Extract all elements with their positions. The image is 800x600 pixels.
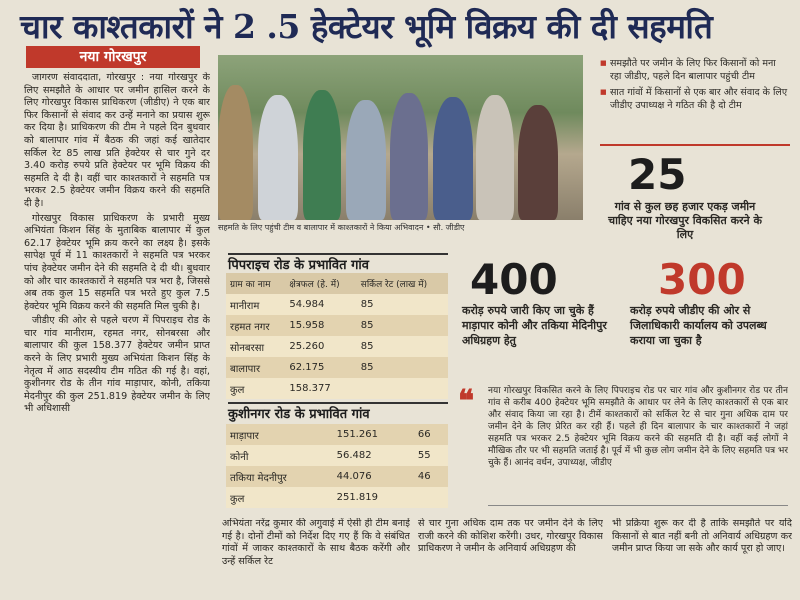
village-name: कोनी bbox=[230, 451, 249, 463]
area-value: 54.984 bbox=[289, 299, 325, 310]
left-column bbox=[24, 72, 210, 600]
table-row bbox=[226, 424, 448, 445]
area-value: 15.958 bbox=[289, 320, 325, 331]
table-row bbox=[226, 357, 448, 378]
total-value: 251.819 bbox=[336, 492, 378, 503]
circle-rate: 46 bbox=[417, 471, 431, 482]
dateline-badge: नया गोरखपुर bbox=[26, 46, 200, 68]
bottom-col-3: भी प्रक्रिया शुरू कर दी है ताकि समझौते पर यदि किसानों से बात नहीं बनी तो अनिवार्य अधिग्रहण कर जमीन प्राप्त किया जा सके और कार्य पूरा हो जाए। bbox=[612, 518, 792, 555]
table-row bbox=[226, 315, 448, 336]
left-para-2: गोरखपुर विकास प्राधिकरण के प्रभारी मुख्य अभियंता किशन सिंह के मुताबिक बालापार में कुल 62.17 हेक्टेयर भूमि क्रय करने का लक्ष्य है। इसके सापेक्ष पूर्व में 11 काश्तकारों ने सहमति पत्र भरकर पांच हेक्टेयर जमीन देने की सहमति दे दी थी। बुधवार को और चार काश्तकारों ने सहमति पत्र भरा है, जिससे अब तक कुल 15 सहमति पत्र भरते हुए कुल 7.5 हेक्टेयर भूमि विक्रय करने की सहमति मिल चुकी है। bbox=[24, 212, 210, 312]
area-value: 62.175 bbox=[289, 362, 325, 373]
total-label: कुल bbox=[230, 384, 245, 396]
photo-caption: सहमति के लिए पहुंची टीम व बालापार में काश्तकारों ने किया अभिवादन • सौ. जीडीए bbox=[218, 223, 465, 232]
circle-rate: 85 bbox=[360, 341, 374, 352]
stat-400-value: 400 bbox=[470, 255, 558, 304]
area-value: 56.482 bbox=[336, 450, 372, 461]
table-row bbox=[226, 445, 448, 466]
bullet-2: ■ सात गांवों में किसानों से एक बार और संवाद के लिए जीडीए उपाध्यक्ष ने गठित की है दो टीम bbox=[600, 86, 790, 112]
stat-25-value: 25 bbox=[628, 150, 687, 199]
left-para-1: जागरण संवाददाता, गोरखपुर : नया गोरखपुर के लिए समझौते के आधार पर जमीन हासिल करने के लिए गोरखपुर विकास प्राधिकरण (जीडीए) ने एक बार फिर किसानों से संवाद कर उन्हें मनाने का प्रयास शुरू कर दिया है। प्राधिकरण की टीम ने पहले दिन बुधवार को बालापार गांव में बैठक की जहां कई खातेदार सर्किल रेट 85 लाख प्रति हेक्टेयर से चार गुने दर 3.40 करोड़ रुपये प्रति हेक्टेयर पर भूमि विक्रय की सहमति दे दी है। वहीं चार काश्तकारों ने सहमति पत्र भरकर 2.5 हेक्टेयर जमीन विक्रय करने की सहमति दी है। bbox=[24, 72, 210, 209]
table-row bbox=[226, 294, 448, 315]
circle-rate: 85 bbox=[360, 362, 374, 373]
table2-title: कुशीनगर रोड के प्रभावित गांव bbox=[228, 402, 448, 424]
village-name: सोनबरसा bbox=[230, 342, 265, 354]
table1-header: सर्किल रेट (लाख में) bbox=[360, 280, 428, 290]
village-name: रहमत नगर bbox=[230, 321, 270, 333]
circle-rate: 55 bbox=[417, 450, 431, 461]
village-name: बालापार bbox=[230, 363, 261, 375]
bullet-1: ■ समझौते पर जमीन के लिए फिर किसानों को मना रहा जीडीए, पहले दिन बालापार पहुंची टीम bbox=[600, 57, 790, 83]
total-value: 158.377 bbox=[289, 383, 331, 394]
area-value: 25.260 bbox=[289, 341, 325, 352]
village-name: तकिया मेदनीपुर bbox=[230, 472, 287, 484]
table1-header: ग्राम का नाम bbox=[230, 280, 271, 290]
area-value: 151.261 bbox=[336, 429, 378, 440]
bottom-col-1: अभियंता नरेंद्र कुमार की अगुवाई में ऐसी ही टीम बनाई गई है। दोनों टीमों को निर्देश दिए गए हैं कि वे संबंधित गांवों में जाकर काश्तकारों के साथ बैठक करेंगी और उन्हें सर्किल रेट bbox=[222, 518, 410, 567]
circle-rate: 85 bbox=[360, 299, 374, 310]
table-total-row bbox=[226, 487, 448, 508]
stat-300-text: करोड़ रुपये जीडीए की ओर से जिलाधिकारी कार्यालय को उपलब्ध कराया जा चुका है bbox=[630, 304, 767, 347]
stat-300-value: 300 bbox=[658, 255, 746, 304]
divider bbox=[600, 144, 790, 146]
table2 bbox=[226, 424, 448, 508]
bottom-col-2: से चार गुना अधिक दाम तक पर जमीन देने के लिए राजी करने की कोशिश करेंगी। उधर, गोरखपुर विकास प्राधिकरण ने जमीन के अनिवार्य अधिग्रहण की bbox=[418, 518, 603, 555]
quote-icon: ❝ bbox=[458, 384, 475, 419]
table-row bbox=[226, 466, 448, 487]
side-bullets bbox=[600, 57, 790, 147]
area-value: 44.076 bbox=[336, 471, 372, 482]
stat-400-text: करोड़ रुपये जारी किए जा चुके हैं माड़ापार कोनी और तकिया मेदिनीपुर अधिग्रहण हेतु bbox=[462, 304, 607, 347]
circle-rate: 66 bbox=[417, 429, 431, 440]
left-para-3: जीडीए की ओर से पहले चरण में पिपराइच रोड के चार गांव मानीराम, रहमत नगर, सोनबरसा और बालापार की कुल 158.377 हेक्टेयर जमीन प्राप्त करने के लिए प्रभारी मुख्य अभियंता किशन सिंह के नेतृत्व में आठ सदस्यीय टीम गठित की गई है। वहां, कुशीनगर रोड के तीन गांव माड़ापार, कोनी, तकिया मेदनीपुर की कुल 251.819 हेक्टेयर जमीन के लिए भी अधिशासी bbox=[24, 315, 210, 415]
table1 bbox=[226, 273, 448, 399]
news-photo bbox=[218, 55, 583, 220]
stat-25-text: गांव से कुल छह हजार एकड़ जमीन चाहिए नया गोरखपुर विकसित करने के लिए bbox=[608, 200, 762, 241]
village-name: माड़ापार bbox=[230, 430, 259, 442]
circle-rate: 85 bbox=[360, 320, 374, 331]
village-name: मानीराम bbox=[230, 300, 260, 312]
table1-header: क्षेत्रफल (हे. में) bbox=[289, 280, 340, 290]
total-label: कुल bbox=[230, 493, 245, 505]
quote-text: नया गोरखपुर विकसित करने के लिए पिपराइच रोड पर चार गांव और कुशीनगर रोड पर तीन गांव से करीब 400 हेक्टेयर भूमि समझौते के आधार पर लेने के लिए काश्तकारों से एक बार और संवाद किया जा रहा है। टीमें काश्तकारों को सर्किल रेट से चार गुना अधिक दाम पर जमीन देने के लिए प्रेरित कर रही हैं। पहले ही दिन बालापार के चार काश्तकारों ने जहां सहमति पत्र भरकर 2.5 हेक्टेयर भूमि विक्रय करने की सहमति दी है। वहीं कई लोगों ने मौखिक तौर पर भी सहमति जताई है। पूर्व में भी कुछ लोग जमीन देने के लिए सहमति पत्र भर चुके हैं। आनंद वर्धन, उपाध्यक्ष, जीडीए bbox=[488, 385, 788, 506]
headline: चार काश्तकारों ने 2 .5 हेक्टेयर भूमि विक्रय की दी सहमति bbox=[20, 7, 713, 46]
table-row bbox=[226, 336, 448, 357]
table1-title: पिपराइच रोड के प्रभावित गांव bbox=[228, 253, 448, 275]
table-total-row bbox=[226, 378, 448, 399]
